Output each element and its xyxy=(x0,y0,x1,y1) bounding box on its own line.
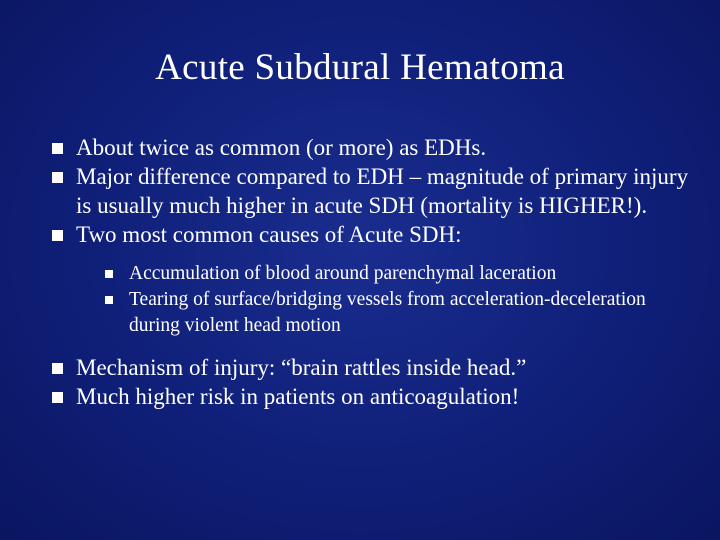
square-bullet-icon xyxy=(105,296,113,304)
sub-bullet-list xyxy=(105,261,692,339)
bullet-item xyxy=(52,162,692,220)
bullet-text: Mechanism of injury: “brain rattles inside head.” xyxy=(76,355,527,380)
square-bullet-icon xyxy=(52,363,63,374)
square-bullet-icon xyxy=(52,392,63,403)
sub-bullet-text: Accumulation of blood around parenchymal laceration xyxy=(129,263,557,284)
square-bullet-icon xyxy=(52,143,63,154)
square-bullet-icon xyxy=(52,230,63,241)
sub-bullet-text: Tearing of surface/bridging vessels from acceleration-deceleration during violent head motion xyxy=(129,289,646,336)
bullet-text: Two most common causes of Acute SDH: xyxy=(76,222,462,247)
sub-bullet-item xyxy=(105,261,692,287)
slide-title: Acute Subdural Hematoma xyxy=(155,47,565,88)
bullet-text: Major difference compared to EDH – magnitude of primary injury is usually much higher in acute SDH (mortality is HIGHER!). xyxy=(76,164,689,218)
bullet-text: Much higher risk in patients on anticoagulation! xyxy=(76,384,520,409)
bullet-item xyxy=(52,220,692,339)
sub-bullet-item xyxy=(105,287,692,339)
bullet-item xyxy=(52,133,692,162)
bullet-item xyxy=(52,382,692,411)
bullet-list xyxy=(52,133,692,411)
bullet-text: About twice as common (or more) as EDHs. xyxy=(76,135,487,160)
bullet-item xyxy=(52,353,692,382)
square-bullet-icon xyxy=(52,172,63,183)
square-bullet-icon xyxy=(105,270,113,278)
